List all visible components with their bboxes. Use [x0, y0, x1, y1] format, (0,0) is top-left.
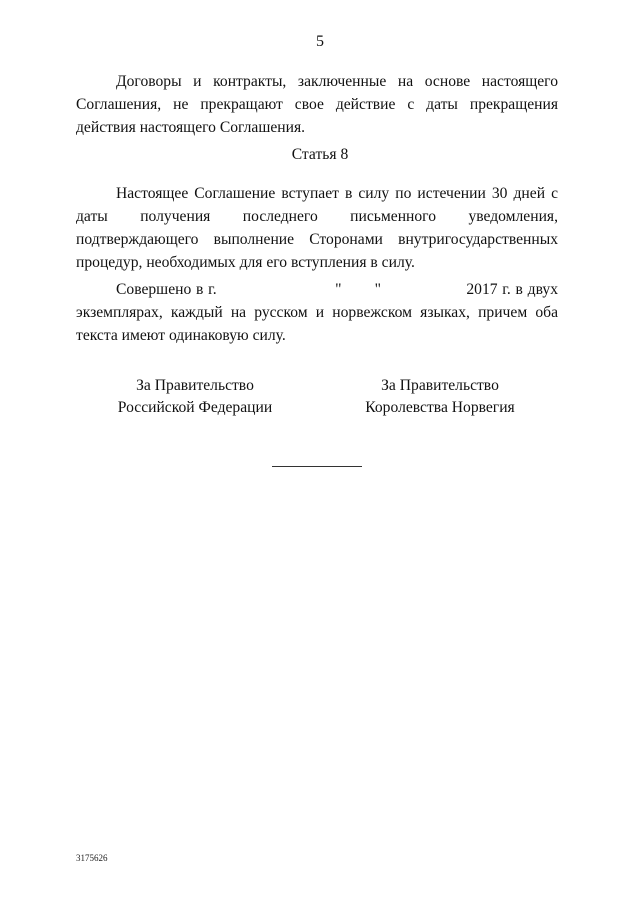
document-code: 3175626 [76, 853, 108, 863]
quote-open: " [335, 281, 342, 298]
done-at-remainder: 2017 г. в двух экземплярах, каждый на русском и норвежском языках, причем оба текста имеют одинаковую силу. [76, 281, 559, 344]
article-heading: Статья 8 [291, 146, 349, 163]
done-at-text: Совершено в г. [116, 281, 217, 298]
end-divider [272, 466, 362, 467]
paragraph-contracts: Договоры и контракты, заключенные на основе настоящего Соглашения, не прекращают свое действие с даты прекращения действия настоящего Соглашения. [76, 73, 558, 136]
quote-close: " [374, 281, 382, 298]
paragraph-entry-into-force: Настоящее Соглашение вступает в силу по истечении 30 дней с даты получения последнего письменного уведомления, подтверждающего выполнение Сторонами внутригосударственных процедур, необходимых для его вступления в силу. [76, 185, 558, 271]
signature-russia-line-1: За Правительство [136, 377, 254, 394]
signature-block-russia [110, 375, 280, 419]
signature-russia-line-2: Российской Федерации [117, 399, 273, 416]
signature-block-norway [355, 375, 525, 419]
page-number: 5 [316, 33, 324, 50]
signature-norway-line-2: Королевства Норвегия [365, 399, 515, 416]
paragraph-done-at [76, 278, 558, 347]
signature-norway-line-1: За Правительство [381, 377, 499, 394]
